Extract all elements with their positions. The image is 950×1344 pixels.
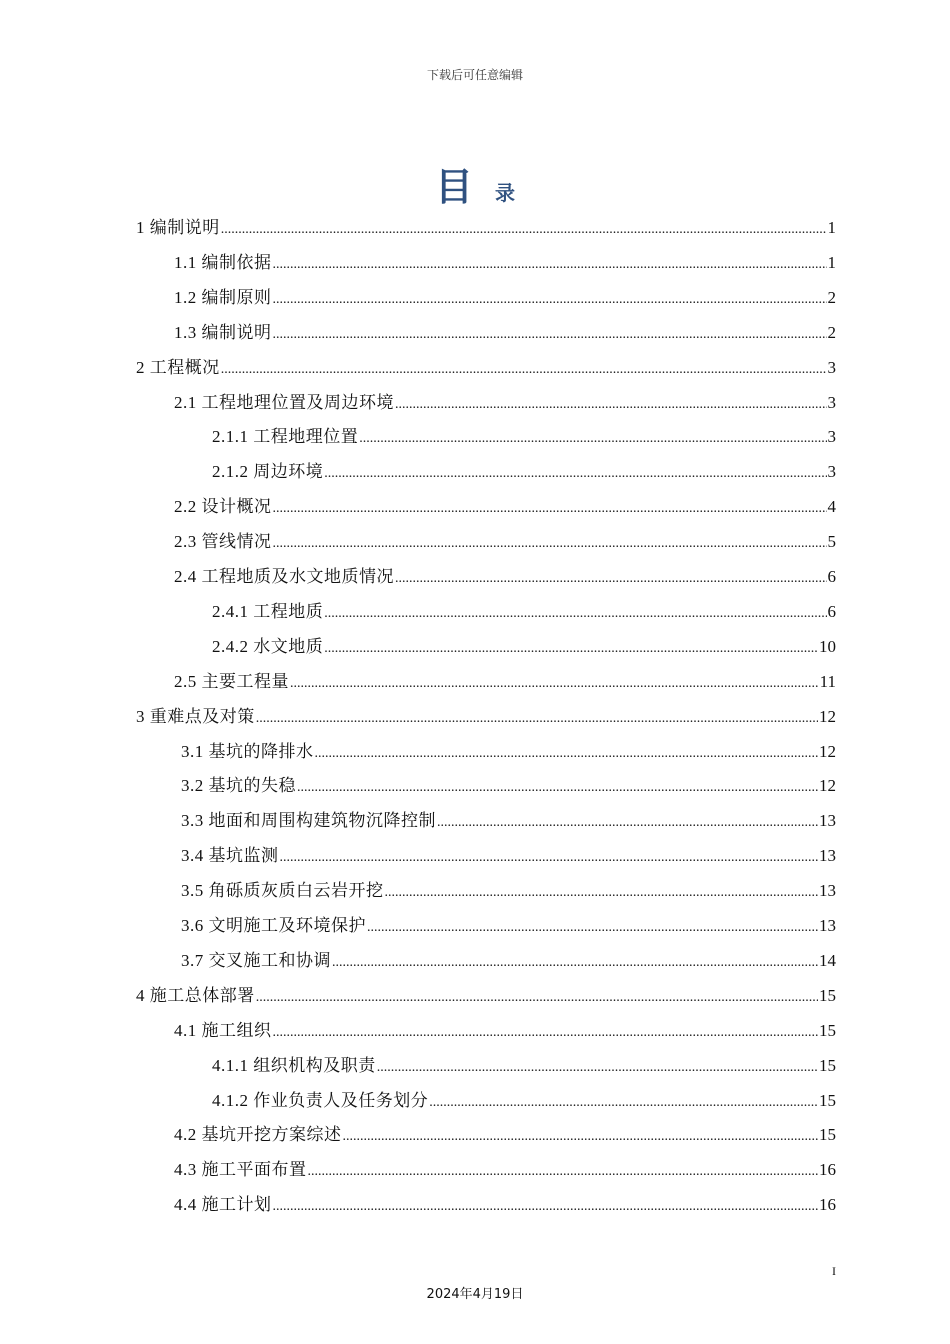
toc-entry-label: 4.2 基坑开挖方案综述 xyxy=(174,1125,342,1145)
toc-entry-page: 16 xyxy=(819,1160,836,1180)
toc-entry-label: 1.1 编制依据 xyxy=(174,252,272,272)
toc-entry[interactable] xyxy=(174,245,836,280)
toc-entry[interactable] xyxy=(174,280,836,315)
page-footer-date: 2024年4月19日 xyxy=(426,1287,524,1302)
toc-entry-page: 6 xyxy=(827,601,836,621)
toc-entry-label: 3.1 基坑的降排水 xyxy=(181,741,314,761)
page-number: I xyxy=(832,1264,836,1278)
toc-leader-dots xyxy=(359,421,826,456)
toc-leader-dots xyxy=(315,736,819,771)
toc-leader-dots xyxy=(273,1015,819,1050)
toc-leader-dots xyxy=(324,596,826,631)
toc-leader-dots xyxy=(273,317,827,352)
toc-leader-dots xyxy=(273,282,827,317)
page-header: 下载后可任意编辑 xyxy=(426,68,523,82)
toc-leader-dots xyxy=(273,247,827,282)
toc-entry-page: 15 xyxy=(819,1125,836,1145)
toc-entry[interactable] xyxy=(174,559,836,594)
toc-leader-dots xyxy=(308,1154,819,1189)
toc-entry-label: 4.1.2 作业负责人及任务划分 xyxy=(212,1090,429,1110)
toc-entry[interactable] xyxy=(181,734,836,769)
toc-entry-page: 3 xyxy=(827,392,836,412)
toc-leader-dots xyxy=(290,666,819,701)
toc-entry-page: 12 xyxy=(819,706,836,726)
toc-leader-dots xyxy=(377,1050,818,1085)
toc-entry-label: 2.4.2 水文地质 xyxy=(212,636,324,656)
toc-entry-label: 2.1.2 周边环境 xyxy=(212,462,324,482)
toc-entry[interactable] xyxy=(181,803,836,838)
toc-entry-page: 1 xyxy=(827,252,836,272)
toc-leader-dots xyxy=(273,526,827,561)
toc-entry-label: 4.3 施工平面布置 xyxy=(174,1160,307,1180)
toc-entry[interactable] xyxy=(174,489,836,524)
toc-leader-dots xyxy=(221,212,827,247)
toc-entry-page: 3 xyxy=(827,462,836,482)
page-title xyxy=(0,156,950,211)
toc-leader-dots xyxy=(280,840,819,875)
toc-leader-dots xyxy=(437,805,818,840)
toc-entry[interactable] xyxy=(212,1048,836,1083)
toc-entry-label: 3.6 文明施工及环境保护 xyxy=(181,916,366,935)
toc-leader-dots xyxy=(221,352,827,387)
toc-entry-label: 2.1 工程地理位置及周边环境 xyxy=(174,392,394,412)
toc-entry-page: 15 xyxy=(819,1020,836,1040)
toc-entry-label: 4.1.1 组织机构及职责 xyxy=(212,1055,376,1075)
title-char-2: 录 xyxy=(495,181,515,205)
toc-entry[interactable] xyxy=(181,768,836,803)
toc-entry[interactable] xyxy=(136,699,836,734)
toc-entry-label: 4 施工总体部署 xyxy=(136,985,255,1005)
title-char-1: 目 xyxy=(434,165,473,209)
toc-leader-dots xyxy=(395,387,827,422)
toc-entry[interactable] xyxy=(212,419,836,454)
toc-leader-dots xyxy=(343,1119,819,1154)
toc-entry[interactable] xyxy=(174,664,836,699)
toc-leader-dots xyxy=(256,701,818,736)
toc-entry[interactable] xyxy=(174,315,836,350)
toc-entry-label: 1 编制说明 xyxy=(136,218,220,237)
toc-entry[interactable] xyxy=(212,1083,836,1118)
toc-entry-page: 3 xyxy=(827,357,836,377)
toc-entry[interactable] xyxy=(212,454,836,489)
toc-entry-page: 13 xyxy=(819,916,836,935)
toc-entry-label: 2.3 管线情况 xyxy=(174,532,272,552)
toc-leader-dots xyxy=(297,770,818,805)
toc-entry-page: 10 xyxy=(819,636,836,656)
toc-entry-label: 2.1.1 工程地理位置 xyxy=(212,427,359,447)
toc-entry-label: 3.3 地面和周围构建筑物沉降控制 xyxy=(181,811,436,831)
toc-entry-label: 1.3 编制说明 xyxy=(174,322,272,342)
toc-entry-page: 6 xyxy=(827,567,836,586)
toc-entry-page: 16 xyxy=(819,1195,836,1215)
toc-leader-dots xyxy=(324,456,826,491)
toc-leader-dots xyxy=(256,980,818,1015)
toc-entry[interactable] xyxy=(136,350,836,385)
toc-entry-page: 14 xyxy=(819,950,836,970)
toc-leader-dots xyxy=(273,1189,819,1224)
toc-entry-page: 15 xyxy=(819,1055,836,1075)
toc-leader-dots xyxy=(395,561,827,596)
toc-entry-page: 2 xyxy=(827,322,836,342)
toc-entry[interactable] xyxy=(136,978,836,1013)
toc-entry-label: 4.4 施工计划 xyxy=(174,1195,272,1215)
toc-entry-page: 12 xyxy=(819,741,836,761)
toc-entry-page: 4 xyxy=(827,497,836,517)
toc-entry-label: 2.2 设计概况 xyxy=(174,497,272,517)
toc-entry[interactable] xyxy=(136,210,836,245)
toc-entry[interactable] xyxy=(174,524,836,559)
toc-entry-label: 2 工程概况 xyxy=(136,357,220,377)
toc-entry-label: 2.5 主要工程量 xyxy=(174,671,289,691)
toc-entry-label: 3.7 交叉施工和协调 xyxy=(181,950,331,970)
toc-entry-page: 13 xyxy=(819,881,836,901)
toc-entry[interactable] xyxy=(174,1187,836,1222)
toc-leader-dots xyxy=(429,1085,818,1120)
toc-entry-page: 11 xyxy=(819,671,836,691)
toc-entry[interactable] xyxy=(174,1117,836,1152)
toc-entry-page: 1 xyxy=(827,218,836,237)
toc-entry-page: 13 xyxy=(819,811,836,831)
toc-entry-label: 3.2 基坑的失稳 xyxy=(181,776,296,796)
toc-entry-page: 2 xyxy=(827,287,836,307)
toc-leader-dots xyxy=(332,945,818,980)
toc-entry[interactable] xyxy=(174,1013,836,1048)
toc-entry-label: 3.5 角砾质灰质白云岩开挖 xyxy=(181,881,384,901)
toc-entry-label: 2.4 工程地质及水文地质情况 xyxy=(174,567,394,586)
toc-leader-dots xyxy=(385,875,819,910)
toc-entry[interactable] xyxy=(181,908,836,943)
toc-entry-label: 4.1 施工组织 xyxy=(174,1020,272,1040)
toc-entry-page: 15 xyxy=(819,985,836,1005)
toc-leader-dots xyxy=(273,491,827,526)
toc-entry-label: 2.4.1 工程地质 xyxy=(212,601,324,621)
toc-entry-page: 5 xyxy=(827,532,836,552)
toc-entry[interactable] xyxy=(181,838,836,873)
toc-entry-page: 15 xyxy=(819,1090,836,1110)
toc-entry[interactable] xyxy=(181,943,836,978)
toc-entry[interactable] xyxy=(212,629,836,664)
toc-leader-dots xyxy=(324,631,818,666)
toc-entry-label: 3 重难点及对策 xyxy=(136,706,255,726)
toc-entry[interactable] xyxy=(181,873,836,908)
toc-entry-page: 3 xyxy=(827,427,836,447)
toc-entry[interactable] xyxy=(212,594,836,629)
toc-leader-dots xyxy=(367,910,818,945)
toc-entry[interactable] xyxy=(174,385,836,420)
toc-entry-label: 1.2 编制原则 xyxy=(174,287,272,307)
toc-entry[interactable] xyxy=(174,1152,836,1187)
toc-entry-page: 12 xyxy=(819,776,836,796)
toc-entry-page: 13 xyxy=(819,846,836,866)
toc-entry-label: 3.4 基坑监测 xyxy=(181,846,279,866)
